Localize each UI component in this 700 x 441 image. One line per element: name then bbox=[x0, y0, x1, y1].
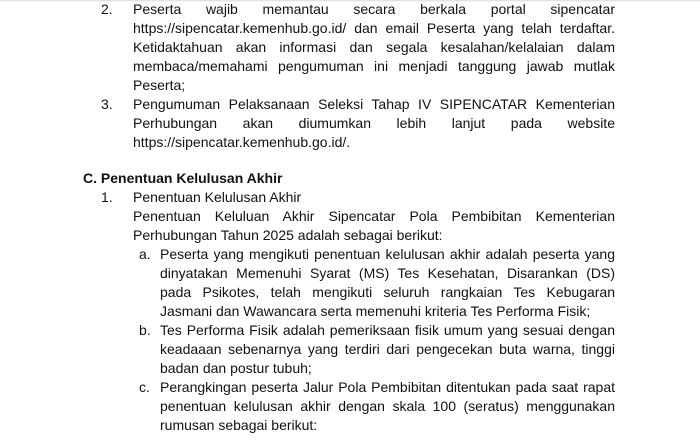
c-item-1-intro-line-1: Penentuan Keluluan Akhir Sipencatar Pola Pembibitan Kementerian bbox=[133, 208, 615, 224]
item-3-number: 3. bbox=[101, 96, 113, 112]
item-2-line-3: Ketidaktahuan akan informasi dan segala kesalahan/kelalaian dalam bbox=[133, 39, 615, 55]
item-3-line-3: https://sipencatar.kemenhub.go.id/. bbox=[133, 134, 351, 150]
subitem-a-line-1: Peserta yang mengikuti penentuan kelulusan akhir adalah peserta yang bbox=[160, 246, 615, 262]
subitem-a-line-4: Jasmani dan Wawancara serta memenuhi kriteria Tes Performa Fisik; bbox=[160, 303, 591, 319]
item-2-line-1: Peserta wajib memantau secara berkala portal sipencatar bbox=[133, 1, 615, 17]
subitem-c-line-3: rumusan sebagai berikut: bbox=[160, 417, 318, 433]
item-2-line-4: membaca/memahami pengumuman ini menjadi tanggung jawab mutlak bbox=[133, 58, 615, 74]
item-2-line-2: https://sipencatar.kemenhub.go.id/ dan email Peserta yang telah terdaftar. bbox=[133, 20, 615, 36]
subitem-b-line-1: Tes Performa Fisik adalah pemeriksaan fisik umum yang sesuai dengan bbox=[160, 322, 615, 338]
item-3-line-1: Pengumuman Pelaksanaan Seleksi Tahap IV SIPENCATAR Kementerian bbox=[133, 96, 615, 112]
item-2-line-5: Peserta; bbox=[133, 77, 186, 93]
section-c-heading: C. Penentuan Kelulusan Akhir bbox=[83, 170, 283, 186]
subitem-b-line-2: keadaaan sebenarnya yang terdiri dari pengecekan buta warna, tinggi bbox=[160, 341, 615, 357]
subitem-c-letter: c. bbox=[139, 379, 150, 395]
item-3-line-2: Perhubungan akan diumumkan lebih lanjut pada website bbox=[133, 115, 615, 131]
item-2-number: 2. bbox=[101, 1, 113, 17]
subitem-a-line-2: dinyatakan Memenuhi Syarat (MS) Tes Kesehatan, Disarankan (DS) bbox=[160, 265, 615, 281]
subitem-b-line-3: badan dan postur tubuh; bbox=[160, 360, 312, 376]
subitem-c-line-1: Perangkingan peserta Jalur Pola Pembibitan ditentukan pada saat rapat bbox=[160, 379, 615, 395]
c-item-1-title: Penentuan Kelulusan Akhir bbox=[133, 189, 302, 205]
c-item-1-number: 1. bbox=[101, 189, 113, 205]
subitem-b-letter: b. bbox=[139, 322, 151, 338]
subitem-a-line-3: pada Psikotes, telah mengikuti seluruh rangkaian Tes Kebugaran bbox=[160, 284, 615, 300]
subitem-c-line-2: penentuan kelulusan akhir dengan skala 100 (seratus) menggunakan bbox=[160, 398, 615, 414]
subitem-a-letter: a. bbox=[139, 246, 151, 262]
c-item-1-intro-line-2: Perhubungan Tahun 2025 adalah sebagai berikut: bbox=[133, 227, 443, 243]
